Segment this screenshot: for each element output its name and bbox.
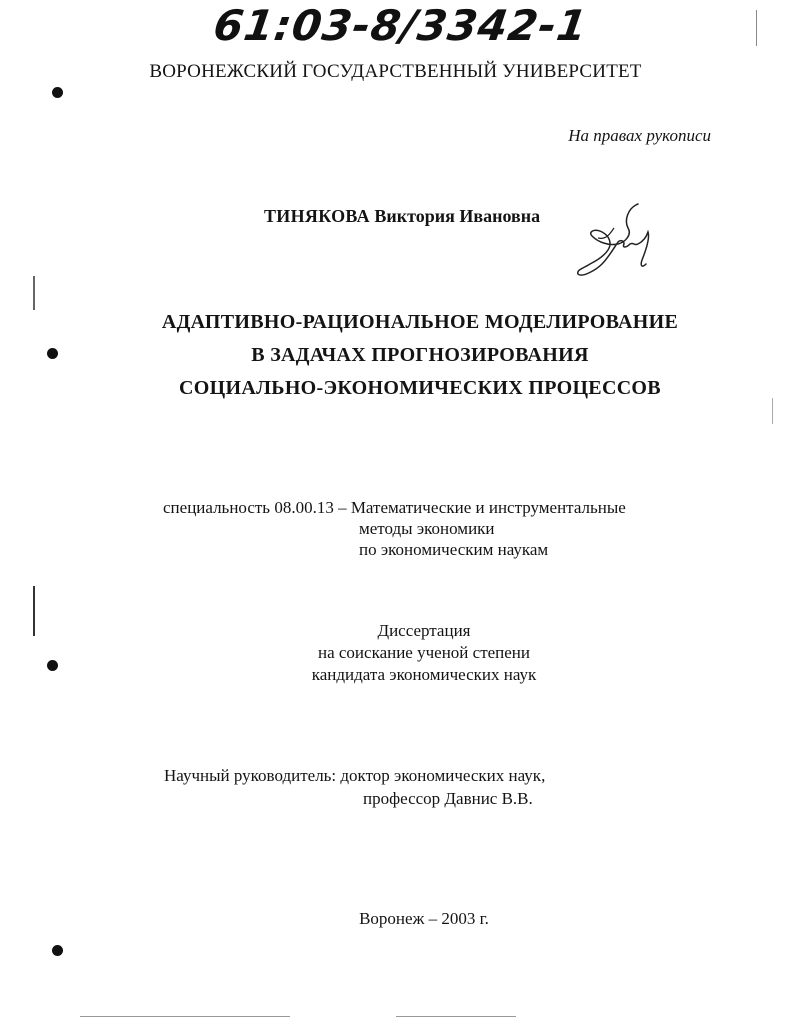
university-name: ВОРОНЕЖСКИЙ ГОСУДАРСТВЕННЫЙ УНИВЕРСИТЕТ (149, 61, 642, 82)
dissertation-line-2: на соискание ученой степени (317, 643, 531, 662)
dissertation-line-3: кандидата экономических наук (311, 665, 537, 684)
punch-hole-2 (47, 348, 58, 359)
specialty-line-2: методы экономики (359, 519, 495, 538)
dissertation-degree-block (0, 620, 791, 686)
signature-stroke (578, 204, 649, 275)
advisor-line-2: профессор Давнис В.В. (363, 789, 533, 808)
title-line-3: СОЦИАЛЬНО-ЭКОНОМИЧЕСКИХ ПРОЦЕССОВ (179, 377, 661, 399)
punch-hole-1 (52, 87, 63, 98)
specialty-continuation (359, 518, 548, 560)
specialty-line-3: по экономическим наукам (359, 540, 549, 559)
author-signature (568, 198, 658, 284)
margin-mark-2 (33, 586, 35, 636)
place-and-year: Воронеж – 2003 г. (359, 909, 489, 928)
author-given-names: Виктория Ивановна (374, 206, 541, 226)
author-surname: ТИНЯКОВА (264, 206, 370, 226)
punch-hole-4 (52, 945, 63, 956)
manuscript-rights-note: На правах рукописи (568, 126, 711, 145)
specialty-line-1: специальность 08.00.13 – Математические и инструментальные (163, 498, 626, 517)
margin-mark-1 (33, 276, 35, 310)
punch-hole-3 (47, 660, 58, 671)
bottom-scan-line (80, 1016, 290, 1017)
dissertation-title (0, 306, 791, 405)
margin-mark-3 (756, 10, 757, 46)
margin-mark-4 (772, 398, 773, 424)
dissertation-line-1: Диссертация (377, 621, 471, 640)
signature-flourish (598, 228, 614, 238)
title-line-1: АДАПТИВНО-РАЦИОНАЛЬНОЕ МОДЕЛИРОВАНИЕ (161, 311, 679, 333)
bottom-scan-line-2 (396, 1016, 516, 1017)
title-line-2: В ЗАДАЧАХ ПРОГНОЗИРОВАНИЯ (251, 344, 589, 366)
archive-code-stamp: 61:03-8/3342-1 (210, 1, 591, 50)
author-name (264, 206, 540, 227)
advisor-line-1: Научный руководитель: доктор экономических наук, (164, 766, 546, 785)
